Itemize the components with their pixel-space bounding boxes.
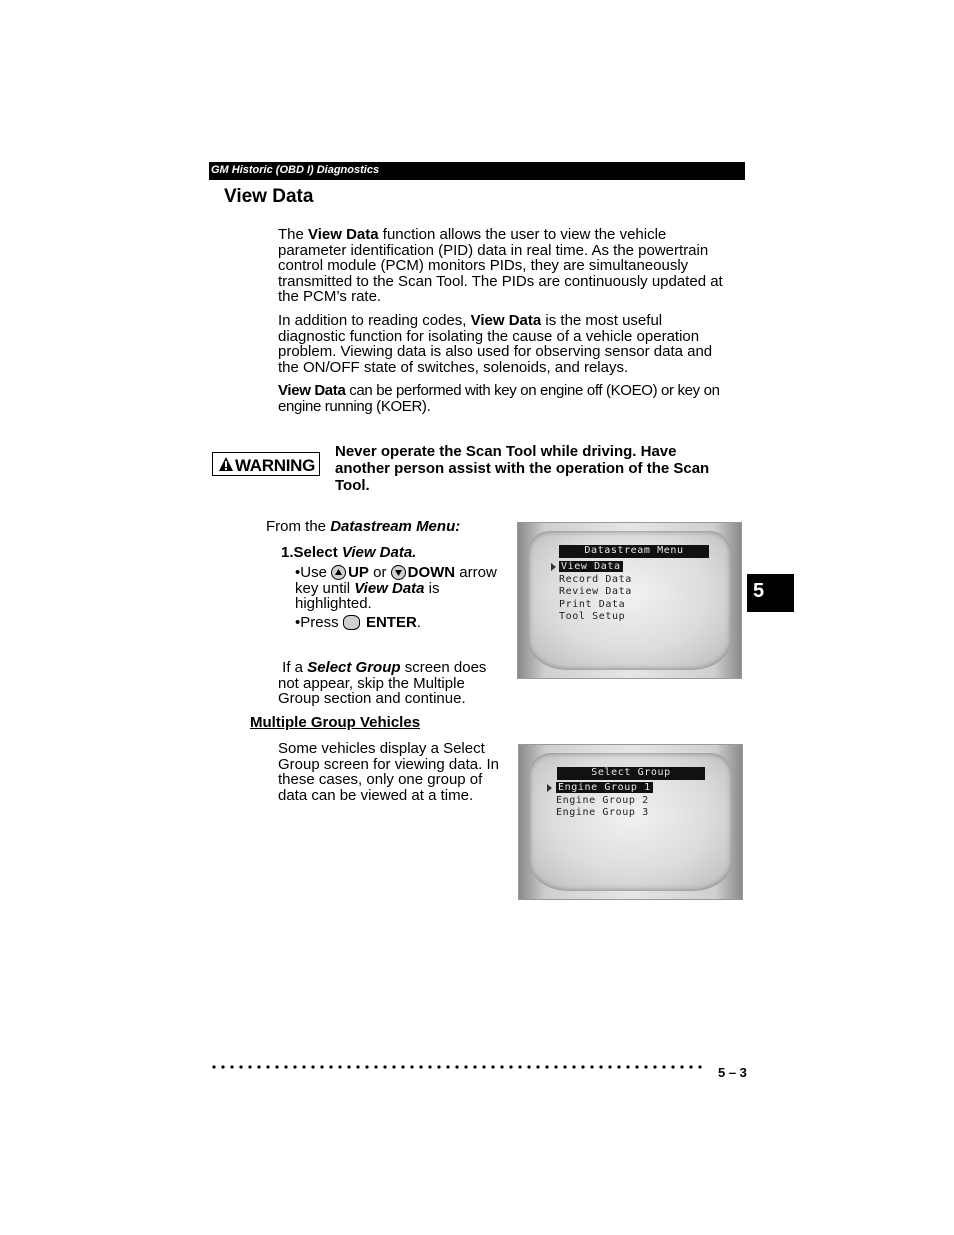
intro-paragraph-2: In addition to reading codes, View Data is the most useful diagnostic function for isolating the cause of a vehicle operation problem. Viewing data is also used for observing sensor data and the ON/OFF state of switches, solenoids, and relays. — [278, 312, 713, 376]
intro-paragraph-1: The View Data function allows the user to view the vehicle parameter identification (PID) data in real time. As the powertrain control module (PCM) monitors PIDs, they are simultaneously transmitted to the Scan Tool. The PIDs are continuously updated at the PCM’s rate. — [278, 226, 723, 306]
warning-message: Never operate the Scan Tool while driving. Have another person assist with the operation of the Scan Tool. — [335, 443, 710, 494]
page-number: 5 – 3 — [718, 1065, 747, 1080]
enter-button-icon — [343, 615, 360, 630]
select-group-screen — [518, 744, 743, 900]
running-header-text: GM Historic (OBD I) Diagnostics — [211, 164, 380, 176]
lcd-menu-item: Record Data — [559, 573, 632, 585]
down-arrow-button-icon — [391, 565, 406, 580]
from-datastream-menu: From the Datastream Menu: — [266, 518, 461, 535]
lcd-menu-item: Tool Setup — [559, 611, 626, 622]
warning-label: WARNING — [235, 456, 316, 475]
footer-dot-leader — [212, 1062, 708, 1072]
multiple-group-heading: Multiple Group Vehicles — [250, 714, 421, 731]
lcd-title: Datastream Menu — [559, 545, 709, 558]
lcd-menu-item: Engine Group 2 — [556, 794, 649, 806]
lcd-menu-item: Review Data — [559, 586, 632, 597]
chapter-tab — [747, 574, 794, 612]
warning-label-box — [212, 452, 320, 476]
datastream-menu-screen — [517, 522, 742, 679]
lcd-menu-list — [556, 782, 653, 820]
step-1: 1.Select View Data. — [281, 544, 417, 561]
warning-triangle-icon — [218, 456, 234, 472]
page-title: View Data — [224, 186, 314, 207]
lcd-menu-list — [559, 561, 632, 624]
selection-pointer-icon — [547, 784, 552, 792]
chapter-number: 5 — [753, 580, 765, 602]
lcd-title: Select Group — [557, 767, 705, 780]
select-group-note: If a Select Group screen does not appear, skip the Multiple Group section and continue. — [278, 659, 487, 708]
multiple-group-text: Some vehicles display a Select Group screen for viewing data. In these cases, only one group of data can be viewed at a time. — [278, 740, 499, 804]
intro-paragraph-3: View Data can be performed with key on engine off (KOEO) or key on engine running (KOER). — [278, 382, 720, 415]
running-header — [209, 162, 745, 180]
lcd-menu-item: Print Data — [559, 598, 626, 610]
lcd-menu-item: Engine Group 3 — [556, 807, 649, 818]
lcd-menu-item-selected: Engine Group 1 — [558, 782, 651, 793]
up-arrow-button-icon — [331, 565, 346, 580]
lcd-menu-item-selected: View Data — [561, 561, 621, 572]
step-1-use-arrows: •Use UP or DOWN arrow key until View Data is highlighted. — [295, 564, 497, 613]
step-1-press-enter: •Press ENTER. — [295, 614, 421, 631]
selection-pointer-icon — [551, 563, 556, 571]
